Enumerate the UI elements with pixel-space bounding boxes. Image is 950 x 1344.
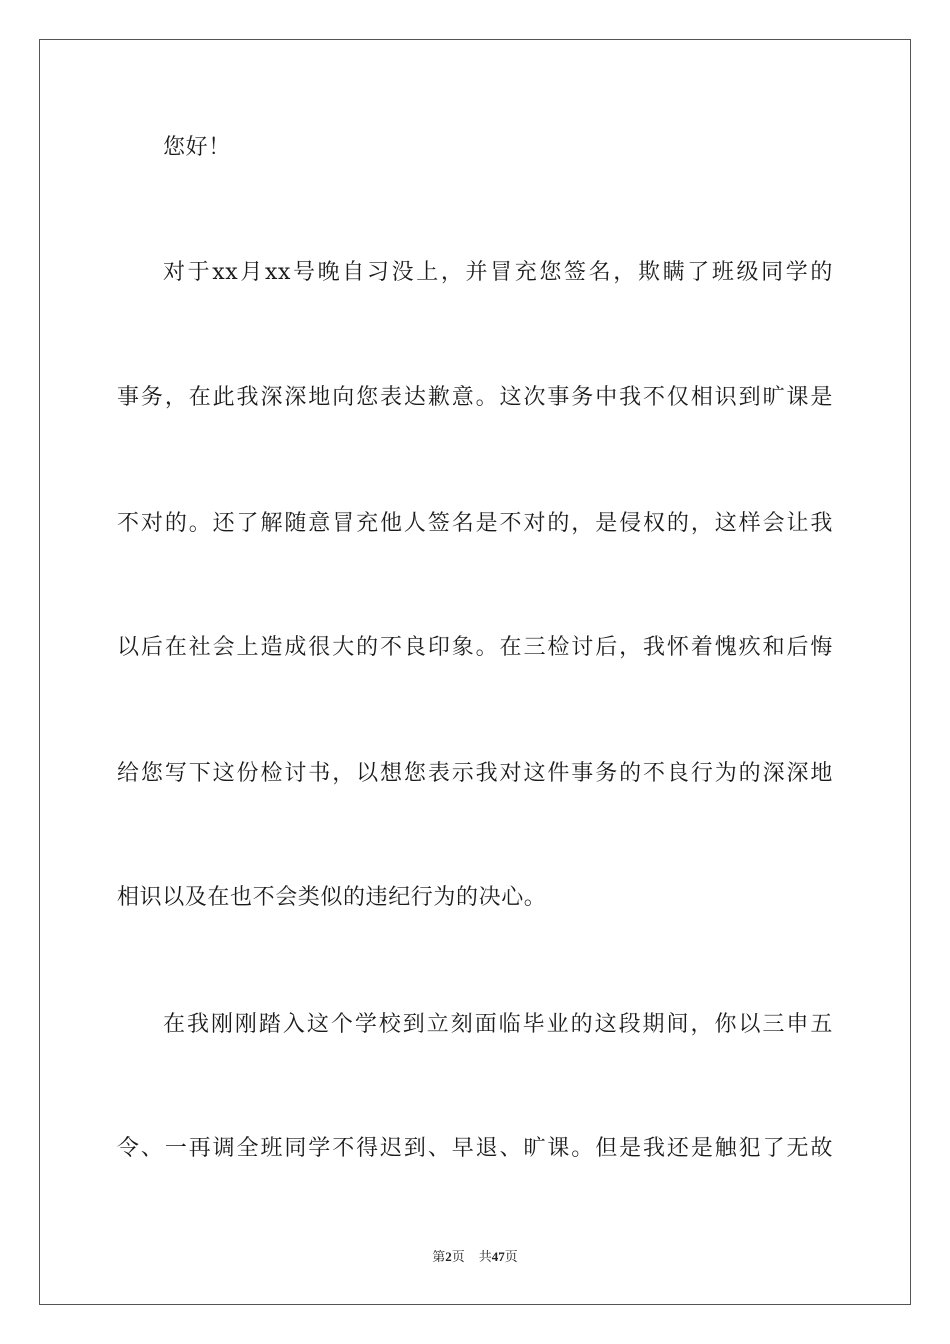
greeting: 您好！ [163,135,231,160]
paragraph-line: 对于xx月xx号晚自习没上，并冒充您签名，欺瞒了班级同学的 [163,260,833,285]
page-number: 第2页 [432,1249,465,1264]
paragraph-line: 给您写下这份检讨书，以想您表示我对这件事务的不良行为的深深地 [117,761,833,786]
paragraph-line: 以后在社会上造成很大的不良印象。在三检讨后，我怀着愧疚和后悔 [117,635,833,660]
page-total: 共47页 [478,1249,518,1264]
paragraph-line: 事务，在此我深深地向您表达歉意。这次事务中我不仅相识到旷课是 [117,385,833,410]
page-frame [39,39,911,1305]
paragraph-line: 相识以及在也不会类似的违纪行为的决心。 [117,885,547,910]
paragraph-line: 在我刚刚踏入这个学校到立刻面临毕业的这段期间，你以三申五 [163,1012,833,1037]
page-footer [0,1248,950,1266]
paragraph-line: 不对的。还了解随意冒充他人签名是不对的，是侵权的，这样会让我 [117,511,833,536]
paragraph-line: 令、一再调全班同学不得迟到、早退、旷课。但是我还是触犯了无故 [117,1136,833,1161]
